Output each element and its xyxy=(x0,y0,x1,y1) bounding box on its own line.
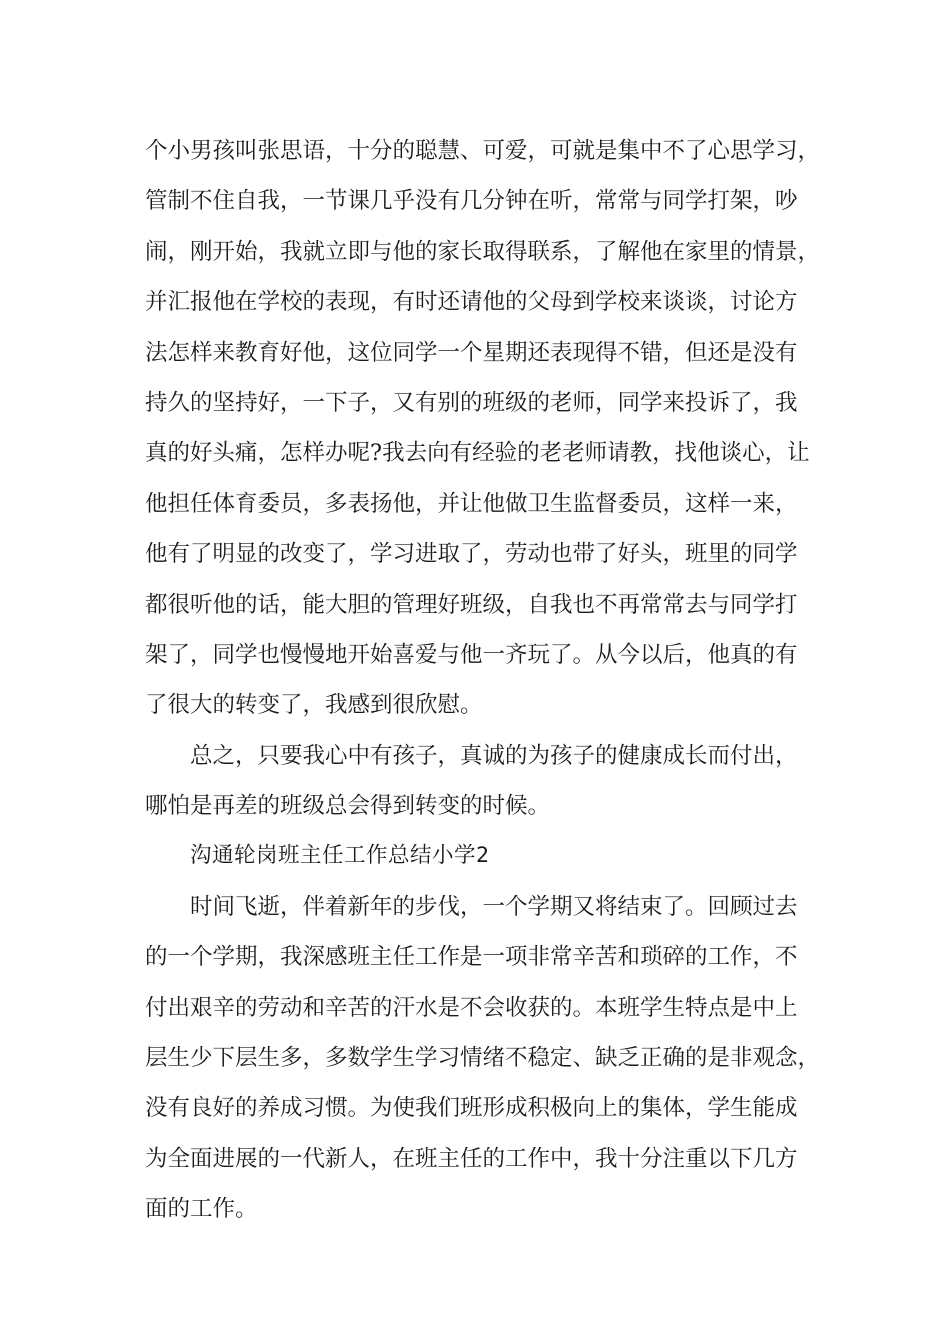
heading-text: 沟通轮岗班主任工作总结小学2 xyxy=(190,843,490,869)
text-line: 层生少下层生多，多数学生学习情绪不稳定、缺乏正确的是非观念， xyxy=(145,1045,821,1072)
document-body xyxy=(145,126,825,1235)
text-line: 真的好头痛，怎样办呢?我去向有经验的老老师请教，找他谈心，让 xyxy=(145,440,810,467)
paragraph-3 xyxy=(145,882,825,1235)
text-line: 他有了明显的改变了，学习进取了，劳动也带了好头，班里的同学 xyxy=(145,541,798,568)
text-line: 面的工作。 xyxy=(145,1196,258,1223)
text-line: 法怎样来教育好他，这位同学一个星期还表现得不错，但还是没有 xyxy=(145,339,798,366)
text-line: 闹，刚开始，我就立即与他的家长取得联系，了解他在家里的情景， xyxy=(145,238,821,265)
text-line: 为全面进展的一代新人，在班主任的工作中，我十分注重以下几方 xyxy=(145,1145,798,1172)
paragraph-1 xyxy=(145,126,825,731)
text-line: 没有良好的养成习惯。为使我们班形成积极向上的集体，学生能成 xyxy=(145,1095,798,1122)
paragraph-2 xyxy=(145,731,825,832)
section-heading xyxy=(145,831,825,881)
text-line: 并汇报他在学校的表现，有时还请他的父母到学校来谈谈，讨论方 xyxy=(145,289,798,316)
text-line: 都很听他的话，能大胆的管理好班级，自我也不再常常去与同学打 xyxy=(145,591,798,618)
text-line: 付出艰辛的劳动和辛苦的汗水是不会收获的。本班学生特点是中上 xyxy=(145,994,798,1021)
text-line: 他担任体育委员，多表扬他，并让他做卫生监督委员，这样一来， xyxy=(145,490,798,517)
text-line: 管制不住自我，一节课几乎没有几分钟在听，常常与同学打架，吵 xyxy=(145,188,798,215)
text-line: 个小男孩叫张思语，十分的聪慧、可爱，可就是集中不了心思学习， xyxy=(145,138,821,164)
text-line: 总之，只要我心中有孩子，真诚的为孩子的健康成长而付出， xyxy=(190,742,798,769)
text-line: 的一个学期，我深感班主任工作是一项非常辛苦和琐碎的工作，不 xyxy=(145,944,798,971)
text-line: 时间飞逝，伴着新年的步伐，一个学期又将结束了。回顾过去 xyxy=(190,893,798,920)
text-line: 架了，同学也慢慢地开始喜爱与他一齐玩了。从今以后，他真的有 xyxy=(145,641,798,668)
text-line: 持久的坚持好，一下子，又有别的班级的老师，同学来投诉了，我 xyxy=(145,389,798,416)
text-line: 了很大的转变了，我感到很欣慰。 xyxy=(145,692,483,719)
text-line: 哪怕是再差的班级总会得到转变的时候。 xyxy=(145,793,551,820)
